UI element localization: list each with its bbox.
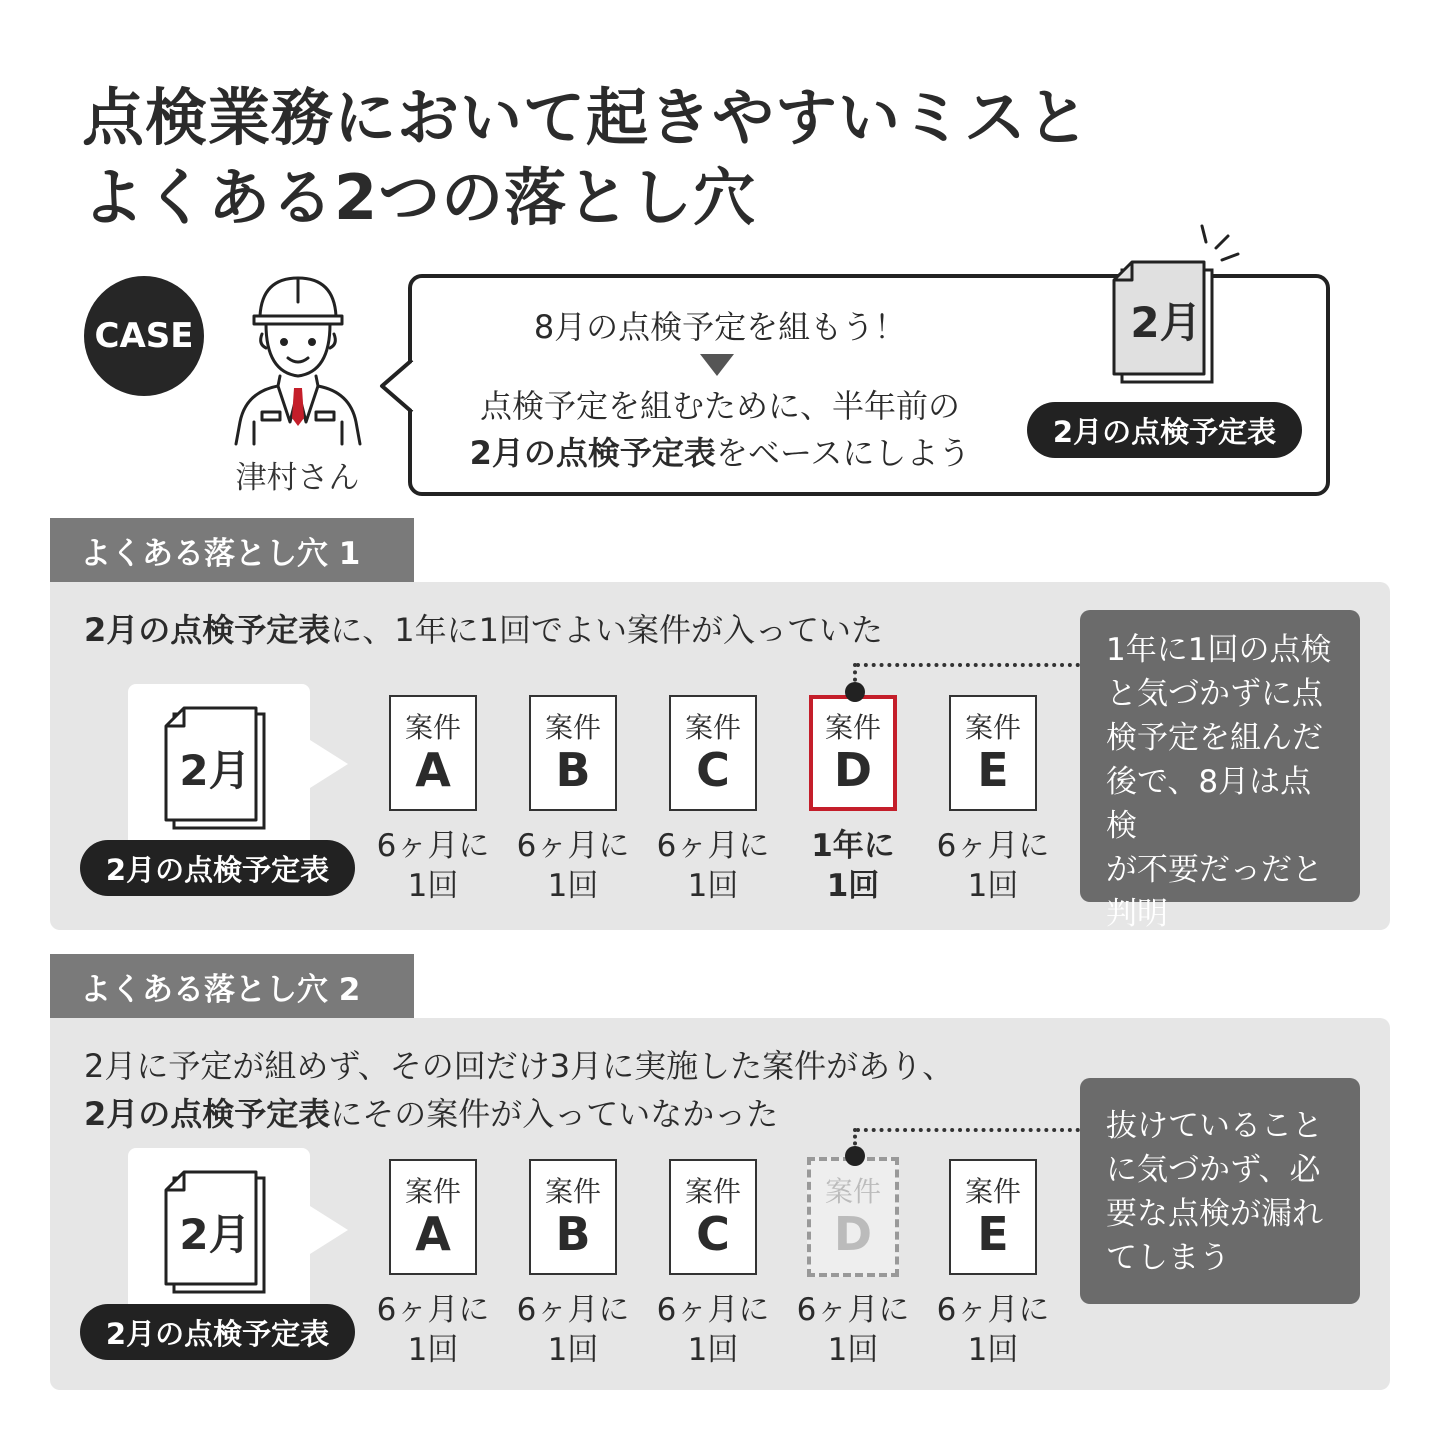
- pitfall2-freq-e: [928, 1290, 1058, 1370]
- pitfall2-connector-dot-icon: [845, 1146, 865, 1166]
- pitfall2-lead-bold: 2月の点検予定表: [84, 1095, 331, 1133]
- pitfall1-case-d-highlighted: [809, 695, 897, 811]
- pitfall2-connector-line: [856, 1128, 1080, 1132]
- page-title: [82, 78, 1090, 238]
- case-label: 案件: [684, 711, 741, 744]
- case-label: 案件: [544, 711, 601, 744]
- bubble-line2: 点検予定を組むために、半年前の: [479, 387, 960, 425]
- note-line: 後で、8月は点検: [1106, 764, 1312, 844]
- top-doc-label: 2月: [1130, 298, 1202, 347]
- freq-line1: 6ヶ月に: [656, 1292, 770, 1328]
- freq-line2: 1回: [687, 1332, 739, 1368]
- pitfall2-freq-b: [508, 1290, 638, 1370]
- pitfall1-lead-rest: に、1年に1回でよい案件が入っていた: [330, 611, 884, 649]
- pitfall2-doc-pill: 2月の点検予定表: [80, 1304, 355, 1360]
- freq-line2: 1回: [407, 1332, 459, 1368]
- freq-line2: 1回: [407, 868, 459, 904]
- note-line: 要な点検が漏れ: [1106, 1196, 1323, 1232]
- case-label: 案件: [544, 1175, 601, 1208]
- freq-line1: 6ヶ月に: [796, 1292, 910, 1328]
- case-letter: E: [977, 743, 1009, 797]
- pitfall1-case-b: [529, 695, 617, 811]
- bubble-line3: [430, 428, 1010, 474]
- note-line: に気づかず、必: [1106, 1152, 1321, 1188]
- freq-line1: 6ヶ月に: [376, 828, 490, 864]
- case-letter: D: [833, 743, 873, 797]
- pitfall2-freq-d: [788, 1290, 918, 1370]
- pitfall1-freq-c: [648, 826, 778, 906]
- case-letter: D: [833, 1207, 873, 1261]
- freq-line2: 1回: [547, 1332, 599, 1368]
- note-line: 検予定を組んだ: [1106, 720, 1323, 756]
- pitfall1-lead-bold: 2月の点検予定表: [84, 611, 331, 649]
- case-letter: E: [977, 1207, 1009, 1261]
- pitfall1-doc-pill: 2月の点検予定表: [80, 840, 355, 896]
- freq-line1: 6ヶ月に: [516, 1292, 630, 1328]
- pitfall1-connector-line: [856, 663, 1080, 667]
- speech-bubble-tail-icon: [378, 356, 418, 416]
- pitfall1-doc-label: 2月: [179, 746, 251, 795]
- pitfall2-note: [1080, 1078, 1360, 1304]
- note-line: と気づかずに点: [1106, 676, 1323, 712]
- title-line1: 点検業務において起きやすいミスと: [82, 81, 1091, 154]
- freq-line2: 1回: [967, 868, 1019, 904]
- pitfall1-card-arrow-icon: [310, 740, 348, 788]
- pitfall2-tab: よくある落とし穴 2: [50, 954, 414, 1018]
- freq-line2: 1回: [826, 868, 880, 904]
- freq-line2: 1回: [967, 1332, 1019, 1368]
- case-label: 案件: [964, 711, 1021, 744]
- pitfall2-doc-label: 2月: [179, 1210, 251, 1259]
- case-letter: B: [555, 743, 591, 797]
- pitfall2-case-b: [529, 1159, 617, 1275]
- pitfall2-freq-a: [368, 1290, 498, 1370]
- note-line: 判明: [1106, 896, 1168, 932]
- freq-line1: 1年に: [811, 828, 895, 864]
- note-line: てしまう: [1106, 1240, 1230, 1276]
- pitfall2-case-a: [389, 1159, 477, 1275]
- bubble-line3-bold: 2月の点検予定表: [469, 434, 716, 472]
- pitfall1-freq-d: [788, 826, 918, 906]
- worker-illustration-icon: [228, 272, 368, 447]
- pitfall2-case-e: [949, 1159, 1037, 1275]
- person-name: 津村さん: [235, 460, 360, 496]
- pitfall1-lead: [84, 606, 883, 654]
- case-label: 案件: [404, 1175, 461, 1208]
- freq-line1: 6ヶ月に: [376, 1292, 490, 1328]
- freq-line1: 6ヶ月に: [656, 828, 770, 864]
- title-line2: よくある2つの落とし穴: [82, 161, 757, 234]
- pitfall1-freq-a: [368, 826, 498, 906]
- freq-line2: 1回: [547, 868, 599, 904]
- case-letter: C: [696, 1207, 730, 1261]
- top-doc-pill: 2月の点検予定表: [1027, 402, 1302, 458]
- pitfall2-case-c: [669, 1159, 757, 1275]
- pitfall1-note: [1080, 610, 1360, 932]
- pitfall1-case-e: [949, 695, 1037, 811]
- freq-line1: 6ヶ月に: [936, 828, 1050, 864]
- pitfall1-case-c: [669, 695, 757, 811]
- pitfall1-case-a: [389, 695, 477, 811]
- case-letter: C: [696, 743, 730, 797]
- bubble-line1: 8月の点検予定を組もう！: [533, 308, 907, 346]
- case-badge: CASE: [84, 276, 204, 396]
- note-line: 抜けていること: [1106, 1108, 1323, 1144]
- pitfall1-connector-dot-icon: [845, 682, 865, 702]
- pitfall2-freq-c: [648, 1290, 778, 1370]
- case-label: 案件: [404, 711, 461, 744]
- pitfall2-case-d-missing: [807, 1157, 899, 1277]
- case-label: 案件: [684, 1175, 741, 1208]
- note-line: 1年に1回の点検: [1106, 632, 1332, 668]
- pitfall1-freq-e: [928, 826, 1058, 906]
- case-label: 案件: [824, 1175, 881, 1208]
- freq-line1: 6ヶ月に: [936, 1292, 1050, 1328]
- freq-line2: 1回: [827, 1332, 879, 1368]
- case-letter: A: [415, 1207, 451, 1261]
- pitfall2-lead-line2: [84, 1090, 778, 1138]
- pitfall1-tab: よくある落とし穴 1: [50, 518, 414, 582]
- freq-line1: 6ヶ月に: [516, 828, 630, 864]
- freq-line2: 1回: [687, 868, 739, 904]
- case-label: 案件: [964, 1175, 1021, 1208]
- pitfall2-card-arrow-icon: [310, 1206, 348, 1254]
- down-arrow-icon: [700, 354, 734, 376]
- pitfall2-lead-line1: 2月に予定が組めず、その回だけ3月に実施した案件があり、: [84, 1047, 955, 1085]
- pitfall2-lead-rest: にその案件が入っていなかった: [330, 1095, 779, 1133]
- case-letter: A: [415, 743, 451, 797]
- note-line: が不要だっだと: [1106, 852, 1323, 888]
- case-letter: B: [555, 1207, 591, 1261]
- pitfall1-freq-b: [508, 826, 638, 906]
- case-label: 案件: [824, 711, 881, 744]
- bubble-line3-rest: をベースにしよう: [715, 434, 971, 472]
